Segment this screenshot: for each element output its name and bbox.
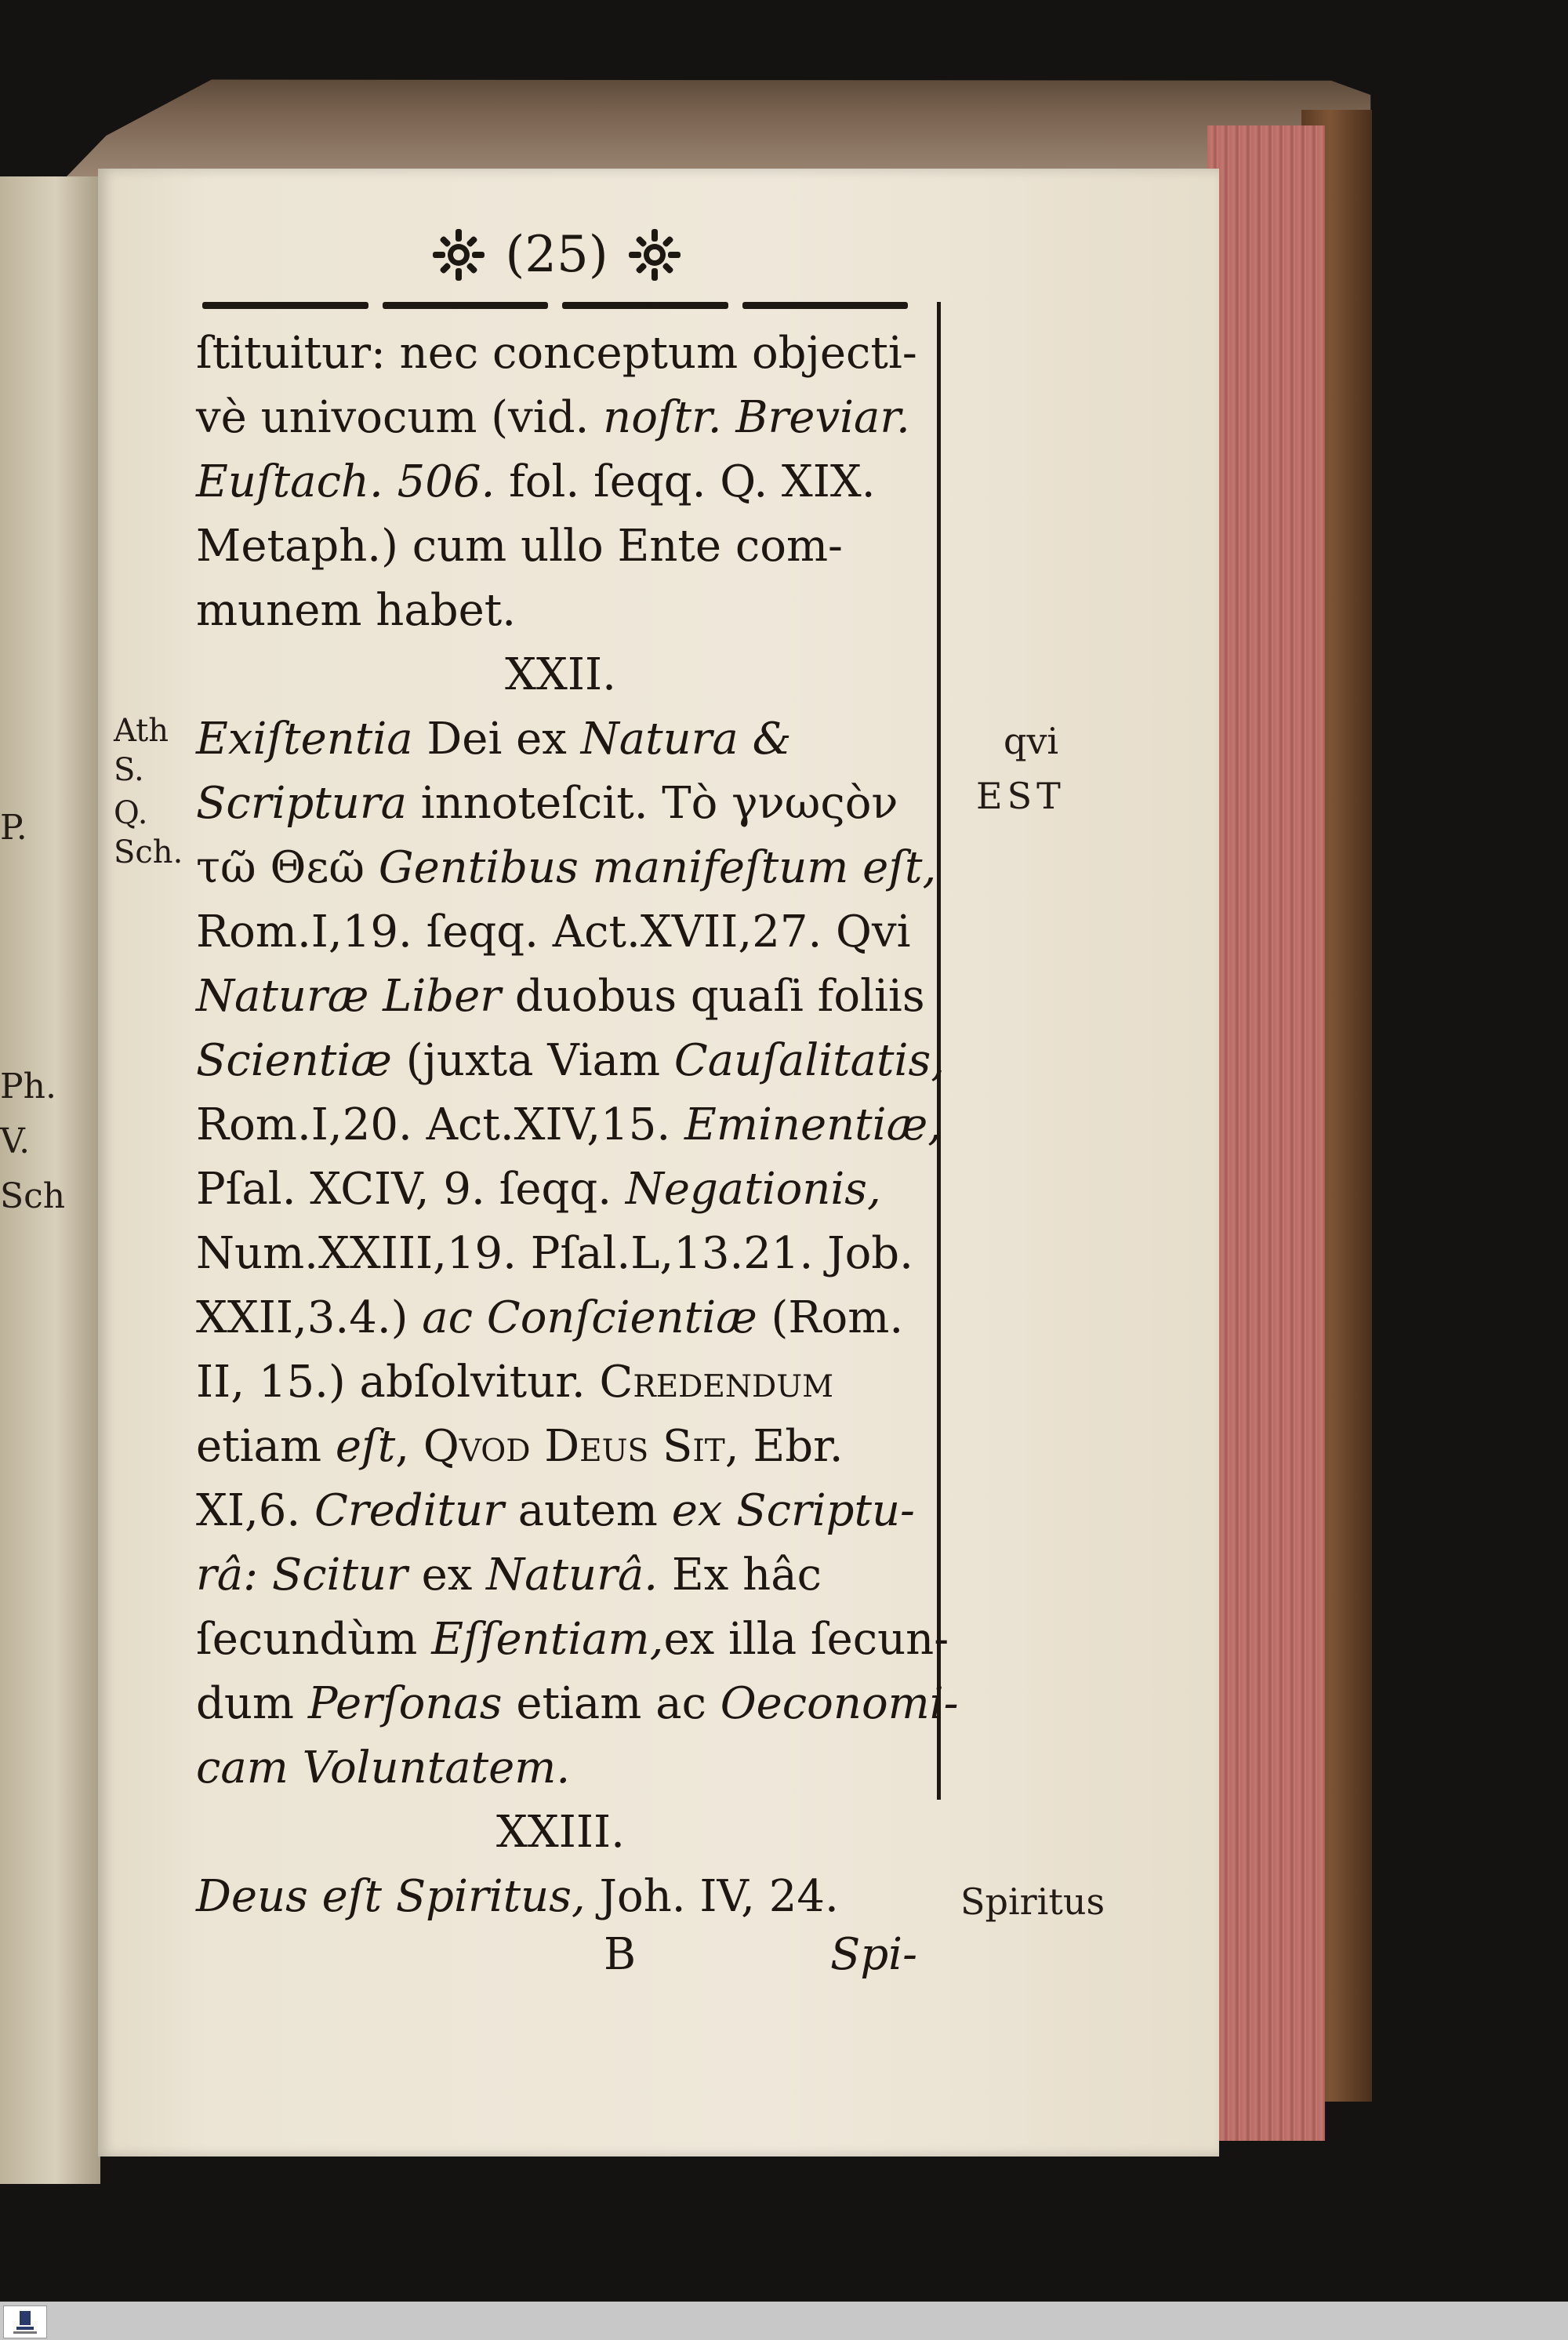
text-segment: Natura &	[580, 714, 792, 765]
text-segment: Scientiæ	[196, 1035, 392, 1086]
text-segment: Euſtach. 506.	[196, 456, 495, 507]
text-line	[196, 1865, 925, 1929]
catchword: Spi-	[829, 1929, 917, 1980]
text-segment: , Ebr.	[724, 1421, 844, 1472]
text-segment: Negationis,	[625, 1164, 881, 1215]
text-segment: innoteſcit. Τὸ γνωςὸν	[406, 778, 898, 829]
facing-margin-ph: Ph.	[0, 1066, 56, 1106]
header-rule	[202, 302, 908, 311]
text-segment: τῶ Θεῶ	[196, 842, 379, 893]
text-line	[196, 772, 925, 836]
text-segment: Eminentiæ,	[684, 1099, 942, 1150]
text-segment: ,	[395, 1421, 423, 1472]
text-segment: ſecundùm	[196, 1614, 432, 1665]
text-segment: fol. ſeqq. Q. XIX.	[495, 456, 876, 507]
text-segment: eſt	[335, 1421, 396, 1472]
text-line	[196, 1157, 925, 1222]
right-margin-note-qvi: qvi	[1004, 720, 1059, 762]
ornament-left-icon	[431, 227, 486, 282]
text-line	[196, 965, 925, 1029]
text-segment: Credendum	[599, 1357, 834, 1408]
text-line	[196, 1029, 945, 1093]
text-segment: dum	[196, 1678, 308, 1729]
text-segment: Exiſtentia	[196, 714, 413, 765]
left-margin-note-s: S.	[114, 752, 144, 788]
facing-margin-p: P.	[0, 808, 27, 848]
text-segment: Creditur	[314, 1485, 504, 1536]
text-line	[196, 1286, 925, 1350]
text-line	[196, 1672, 959, 1736]
book-top-edge	[67, 74, 1384, 176]
right-margin-note-spiritus: Spiritus	[960, 1880, 1105, 1923]
text-line	[196, 1350, 925, 1415]
text-line	[196, 450, 925, 514]
text-line	[196, 1608, 949, 1672]
text-segment: XXIII.	[496, 1807, 625, 1858]
text-segment: Joh. IV, 24.	[585, 1871, 839, 1922]
signature-mark: B	[604, 1929, 637, 1980]
text-line	[196, 643, 925, 707]
text-segment: XXII.	[505, 649, 616, 700]
text-segment: (Rom.	[757, 1292, 904, 1343]
text-line	[196, 579, 925, 643]
text-segment: Dei ex	[412, 714, 581, 765]
text-segment: Num.XXIII,19. Pſal.L,13.21. Job.	[196, 1228, 913, 1279]
viewer-bottom-bar	[0, 2302, 1568, 2340]
library-logo-icon	[3, 2305, 47, 2338]
left-margin-note-q: Q.	[114, 795, 148, 831]
text-line	[196, 1543, 925, 1608]
text-segment: Naturâ.	[486, 1550, 659, 1601]
text-line	[196, 836, 937, 900]
text-segment: duobus quaſi foliis	[501, 971, 925, 1022]
text-segment: Qvod Deus Sit	[423, 1421, 725, 1472]
text-line	[196, 1093, 942, 1157]
text-segment: cam Voluntatem.	[196, 1742, 571, 1793]
right-margin-note-est: EST	[976, 775, 1065, 817]
text-segment: Cauſalitatis,	[673, 1035, 945, 1086]
text-segment: munem habet.	[196, 585, 517, 636]
text-line	[196, 514, 925, 579]
text-line	[196, 707, 925, 772]
text-segment: Rom.I,20. Act.XIV,15.	[196, 1099, 684, 1150]
text-segment: ex Scriptu-	[671, 1485, 915, 1536]
text-segment: Metaph.) cum ullo Ente com-	[196, 521, 843, 572]
text-segment: Pſal. XCIV, 9. ſeqq.	[196, 1164, 626, 1215]
text-line	[196, 1222, 925, 1286]
text-segment: ſtituitur: nec conceptum objecti-	[196, 328, 917, 379]
text-segment: Eſſentiam,	[431, 1614, 664, 1665]
page-number: (25)	[505, 226, 608, 284]
text-segment: etiam	[196, 1421, 336, 1472]
text-segment: autem	[503, 1485, 672, 1536]
text-line	[196, 1800, 925, 1865]
facing-margin-v: V.	[0, 1121, 31, 1161]
text-segment: Oeconomi-	[720, 1678, 959, 1729]
text-segment: Naturæ Liber	[196, 971, 502, 1022]
page-header	[392, 220, 721, 290]
text-segment: etiam ac	[502, 1678, 720, 1729]
ornament-right-icon	[627, 227, 682, 282]
text-segment: ex illa ſecun-	[663, 1614, 949, 1665]
text-segment: Ex hâc	[658, 1550, 822, 1601]
text-line	[196, 1736, 925, 1800]
text-segment: râ: Scitur	[196, 1550, 408, 1601]
text-line	[196, 1415, 925, 1479]
text-segment: Scriptura	[196, 778, 407, 829]
page-footer	[196, 1929, 925, 1992]
body-text	[196, 322, 959, 1929]
text-segment: Gentibus manifeſtum eſt,	[378, 842, 937, 893]
text-segment: ac Conſcientiæ	[422, 1292, 757, 1343]
text-segment: noſtr. Breviar.	[603, 392, 910, 443]
left-margin-note-sch: Sch.	[114, 834, 183, 870]
text-segment: (juxta Viam	[391, 1035, 674, 1086]
left-margin-note-ath: Ath	[114, 713, 169, 749]
text-segment: Deus eſt Spiritus,	[196, 1871, 586, 1922]
text-segment: vè univocum (vid.	[196, 392, 604, 443]
text-segment: XXII,3.4.)	[196, 1292, 423, 1343]
text-line	[196, 322, 925, 386]
text-segment: Perſonas	[307, 1678, 503, 1729]
text-line	[196, 900, 925, 965]
text-segment: II, 15.) abſolvitur.	[196, 1357, 600, 1408]
text-segment: ex	[407, 1550, 487, 1601]
text-line	[196, 386, 925, 450]
text-segment: XI,6.	[196, 1485, 315, 1536]
text-segment: Rom.I,19. ſeqq. Act.XVII,27. Qvi	[196, 907, 911, 957]
red-page-edges	[1207, 125, 1325, 2141]
facing-margin-sch: Sch	[0, 1176, 66, 1216]
text-line	[196, 1479, 925, 1543]
